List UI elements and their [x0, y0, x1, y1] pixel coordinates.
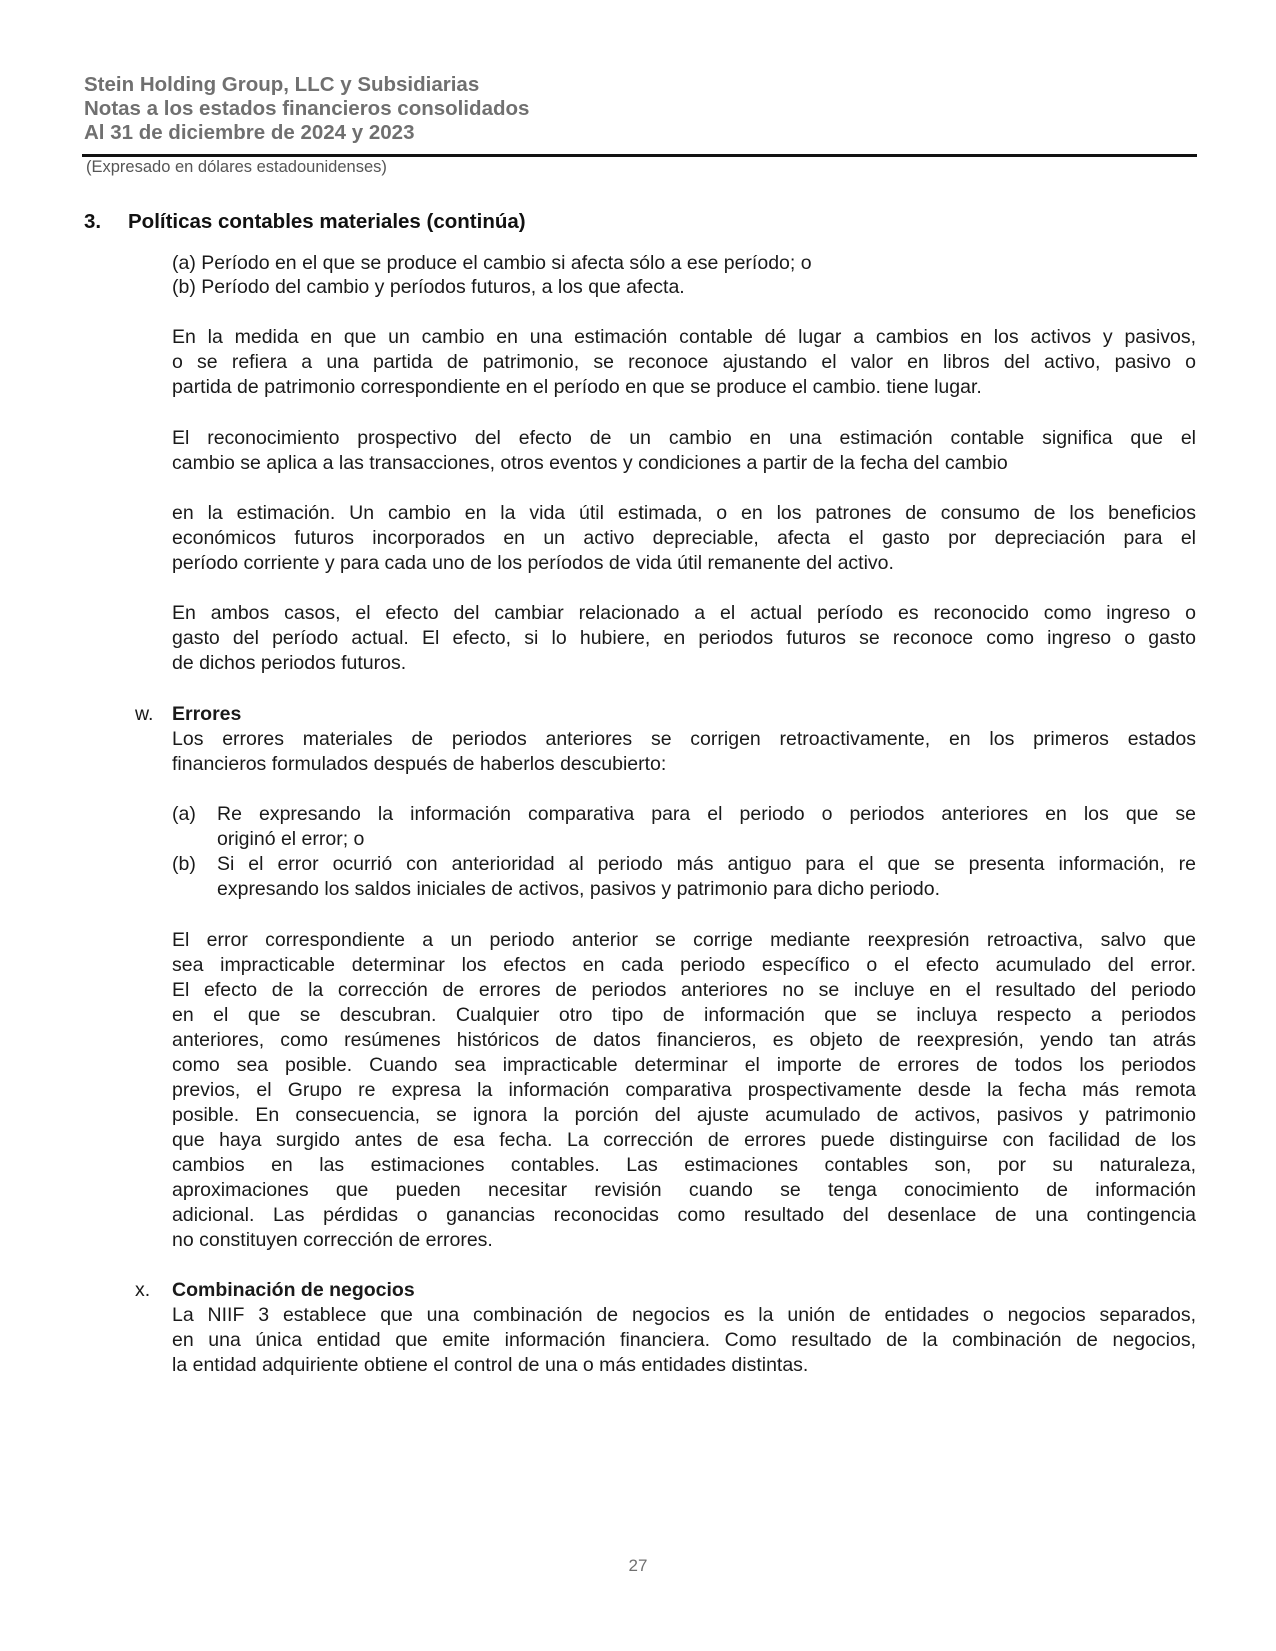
paragraph-line: no constituyen corrección de errores. — [172, 1229, 493, 1251]
paragraph-line: en el que se descubran. Cualquier otro tipo de información que se incluya respecto a periodos — [172, 1004, 1196, 1026]
list-item-label: (a) — [172, 803, 196, 825]
paragraph-line: en una única entidad que emite información financiera. Como resultado de la combinación de negocios, — [172, 1329, 1196, 1351]
paragraph-line: en la estimación. Un cambio en la vida útil estimada, o en los patrones de consumo de los beneficios — [172, 502, 1196, 524]
list-item-label: (b) — [172, 853, 196, 875]
paragraph-line: posible. En consecuencia, se ignora la porción del ajuste acumulado de activos, pasivos y patrimonio — [172, 1104, 1196, 1126]
paragraph-line: económicos futuros incorporados en un activo depreciable, afecta el gasto por depreciación para el — [172, 527, 1196, 549]
list-item-line: expresando los saldos iniciales de activos, pasivos y patrimonio para dicho periodo. — [217, 878, 940, 900]
header-date: Al 31 de diciembre de 2024 y 2023 — [84, 121, 415, 144]
subsection-letter-w: w. — [135, 703, 154, 725]
paragraph-line: previos, el Grupo re expresa la información comparativa prospectivamente desde la fecha más remota — [172, 1079, 1196, 1101]
paragraph-line: aproximaciones que pueden necesitar revisión cuando se tenga conocimiento de información — [172, 1179, 1196, 1201]
paragraph-line: El efecto de la corrección de errores de periodos anteriores no se incluye en el resultado del periodo — [172, 979, 1196, 1001]
paragraph-line: como sea posible. Cuando sea impracticable determinar el importe de errores de todos los periodos — [172, 1054, 1196, 1076]
paragraph-line: adicional. Las pérdidas o ganancias reconocidas como resultado del desenlace de una contingencia — [172, 1204, 1196, 1226]
subsection-letter-x: x. — [135, 1279, 151, 1301]
paragraph-line: Los errores materiales de periodos anteriores se corrigen retroactivamente, en los primeros estados — [172, 728, 1196, 750]
paragraph-line: de dichos periodos futuros. — [172, 652, 407, 674]
list-item-line: Si el error ocurrió con anterioridad al periodo más antiguo para el que se presenta información, re — [217, 853, 1196, 875]
paragraph-line: gasto del período actual. El efecto, si lo hubiere, en periodos futuros se reconoce como ingreso o gasto — [172, 627, 1196, 649]
subsection-title-combinacion: Combinación de negocios — [172, 1279, 415, 1301]
header-divider — [82, 154, 1197, 157]
section-number: 3. — [84, 210, 102, 233]
list-item-line: originó el error; o — [217, 828, 365, 850]
page-number: 27 — [628, 1556, 648, 1575]
intro-list-item: (b) Período del cambio y períodos futuros, a los que afecta. — [172, 276, 685, 298]
paragraph-line: anteriores, como resúmenes históricos de datos financieros, es objeto de reexpresión, yendo tan atrás — [172, 1029, 1196, 1051]
paragraph-line: En ambos casos, el efecto del cambiar relacionado a el actual período es reconocido como ingreso o — [172, 602, 1196, 624]
paragraph-line: El reconocimiento prospectivo del efecto de un cambio en una estimación contable significa que el — [172, 427, 1196, 449]
paragraph-line: que haya surgido antes de esa fecha. La corrección de errores puede distinguirse con facilidad de los — [172, 1129, 1196, 1151]
paragraph-line: cambio se aplica a las transacciones, otros eventos y condiciones a partir de la fecha del cambio — [172, 452, 1008, 474]
section-title: Políticas contables materiales (continúa) — [128, 210, 526, 233]
paragraph-line: En la medida en que un cambio en una estimación contable dé lugar a cambios en los activos y pasivos, — [172, 326, 1196, 348]
subsection-title-errores: Errores — [172, 703, 242, 725]
paragraph-line: o se refiera a una partida de patrimonio, se reconoce ajustando el valor en libros del activo, pasivo o — [172, 351, 1196, 373]
intro-list-item: (a) Período en el que se produce el cambio si afecta sólo a ese período; o — [172, 252, 812, 274]
paragraph-line: sea impracticable determinar los efectos en cada periodo específico o el efecto acumulado del error. — [172, 954, 1196, 976]
paragraph-line: financieros formulados después de haberlos descubierto: — [172, 753, 667, 775]
paragraph-line: La NIIF 3 establece que una combinación de negocios es la unión de entidades o negocios separados, — [172, 1304, 1196, 1326]
paragraph-line: período corriente y para cada uno de los períodos de vida útil remanente del activo. — [172, 552, 894, 574]
paragraph-line: la entidad adquiriente obtiene el control de una o más entidades distintas. — [172, 1354, 809, 1376]
paragraph-line: El error correspondiente a un periodo anterior se corrige mediante reexpresión retroactiva, salvo que — [172, 929, 1196, 951]
paragraph-line: cambios en las estimaciones contables. Las estimaciones contables son, por su naturaleza, — [172, 1154, 1196, 1176]
header-currency-note: (Expresado en dólares estadounidenses) — [86, 158, 387, 176]
paragraph-line: partida de patrimonio correspondiente en el período en que se produce el cambio. tiene lugar. — [172, 376, 982, 398]
header-title: Notas a los estados financieros consolidados — [84, 97, 530, 120]
list-item-line: Re expresando la información comparativa para el periodo o periodos anteriores en los que se — [217, 803, 1196, 825]
header-company: Stein Holding Group, LLC y Subsidiarias — [84, 73, 480, 96]
